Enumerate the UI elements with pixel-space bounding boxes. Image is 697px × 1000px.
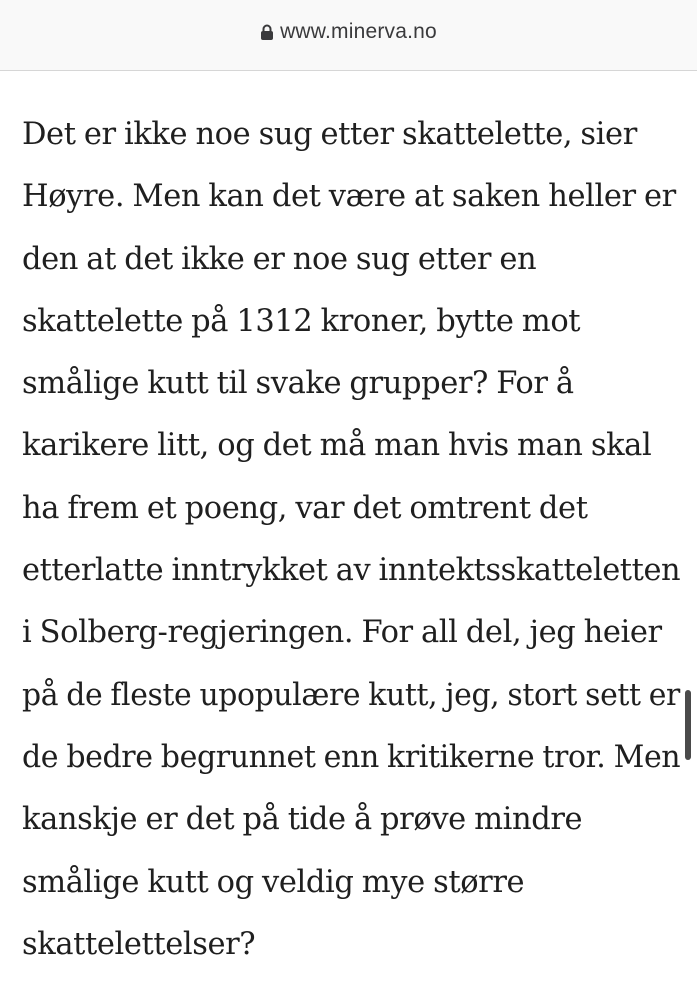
scrollbar[interactable]: [685, 690, 691, 760]
article-line: smålige kutt og veldig mye større: [22, 864, 525, 900]
address-bar[interactable]: [0, 0, 697, 71]
article-line: skattelettelser?: [22, 926, 256, 962]
article-line: på de fleste upopulære kutt, jeg, stort sett er: [22, 677, 680, 713]
article-line: de bedre begrunnet enn kritikerne tror. Men: [22, 739, 681, 775]
address-bar-content[interactable]: [260, 20, 437, 44]
lock-icon: [260, 24, 274, 40]
article-line: ha frem et poeng, var det omtrent det: [22, 490, 588, 526]
article-body: [22, 104, 682, 976]
article-line: i Solberg-regjeringen. For all del, jeg heier: [22, 615, 662, 651]
article-line: den at det ikke er noe sug etter en: [22, 241, 537, 277]
article-line: smålige kutt til svake grupper? For å: [22, 366, 574, 402]
article-line: karikere litt, og det må man hvis man skal: [22, 428, 652, 464]
article-line: Høyre. Men kan det være at saken heller er: [22, 179, 676, 215]
article-line: Det er ikke noe sug etter skattelette, sier: [22, 117, 637, 152]
article-paragraph: [22, 104, 682, 976]
url-text[interactable]: www.minerva.no: [280, 20, 437, 43]
article-line: kanskje er det på tide å prøve mindre: [22, 802, 583, 838]
article-line: skattelette på 1312 kroner, bytte mot: [22, 303, 581, 339]
article-line: etterlatte inntrykket av inntektsskatteletten: [22, 553, 681, 589]
